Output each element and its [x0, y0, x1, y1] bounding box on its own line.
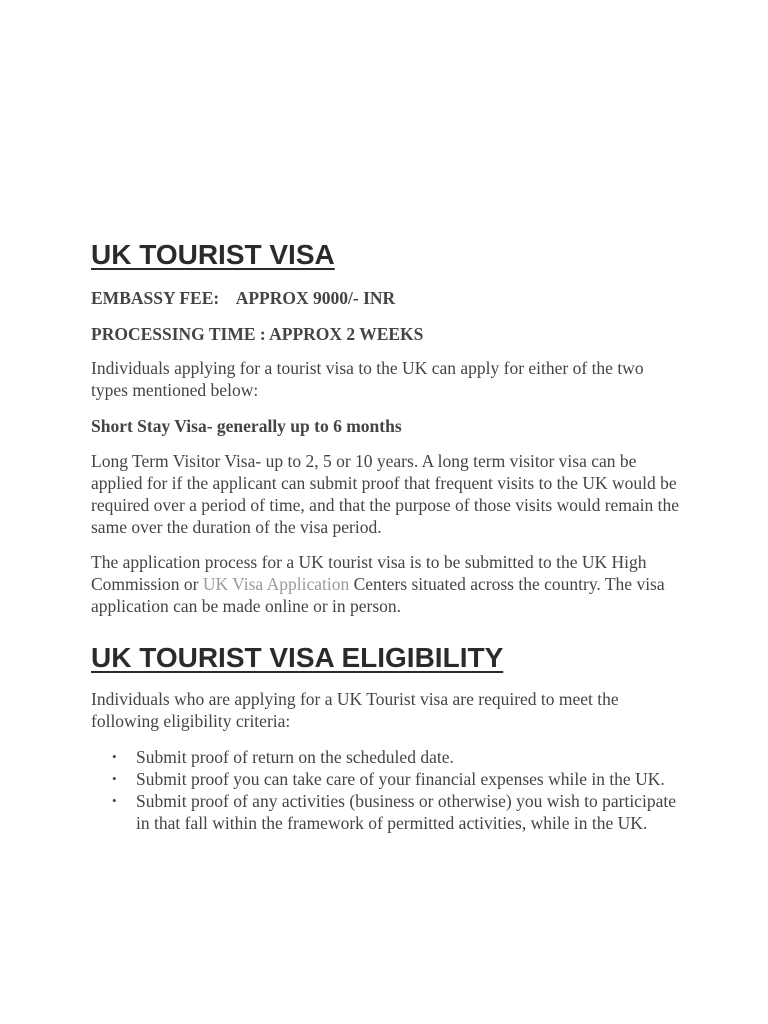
list-item [112, 746, 681, 768]
list-item [112, 768, 681, 790]
eligibility-list [91, 746, 681, 834]
short-stay-visa: Short Stay Visa- generally up to 6 months [91, 416, 402, 436]
list-item-text: Submit proof you can take care of your financial expenses while in the UK. [136, 769, 665, 789]
application-text-after: Centers situated across the country. The visa application can be made online or in person. [91, 574, 665, 616]
bullet-icon: • [112, 793, 117, 808]
processing-time: PROCESSING TIME : APPROX 2 WEEKS [91, 324, 424, 344]
eligibility-intro: Individuals who are applying for a UK Tourist visa are required to meet the following eligibility criteria: [91, 689, 619, 731]
list-item-text: Submit proof of return on the scheduled date. [136, 747, 454, 767]
bullet-icon: • [112, 771, 117, 786]
list-item [112, 790, 681, 834]
intro-paragraph: Individuals applying for a tourist visa to the UK can apply for either of the two types mentioned below: [91, 358, 644, 400]
application-paragraph [91, 551, 681, 617]
eligibility-heading: UK TOURIST VISA ELIGIBILITY [91, 642, 504, 673]
bullet-icon: • [112, 749, 117, 764]
page-title: UK TOURIST VISA [91, 239, 335, 270]
list-item-text: Submit proof of any activities (business or otherwise) you wish to participate in that fall within the framework of permitted activities, while in the UK. [136, 791, 676, 833]
long-term-visa-paragraph: Long Term Visitor Visa- up to 2, 5 or 10 years. A long term visitor visa can be applied for if the applicant can submit proof that frequent visits to the UK would be required over a period of time, and that the purpose of those visits would remain the same over the duration of the visa period. [91, 451, 680, 537]
uk-visa-application-link[interactable]: UK Visa Application [202, 574, 350, 594]
application-text-before: The application process for a UK tourist visa is to be submitted to the UK High Commission or [91, 552, 647, 594]
embassy-fee: EMBASSY FEE: APPROX 9000/- INR [91, 288, 396, 308]
document-page [91, 238, 681, 834]
